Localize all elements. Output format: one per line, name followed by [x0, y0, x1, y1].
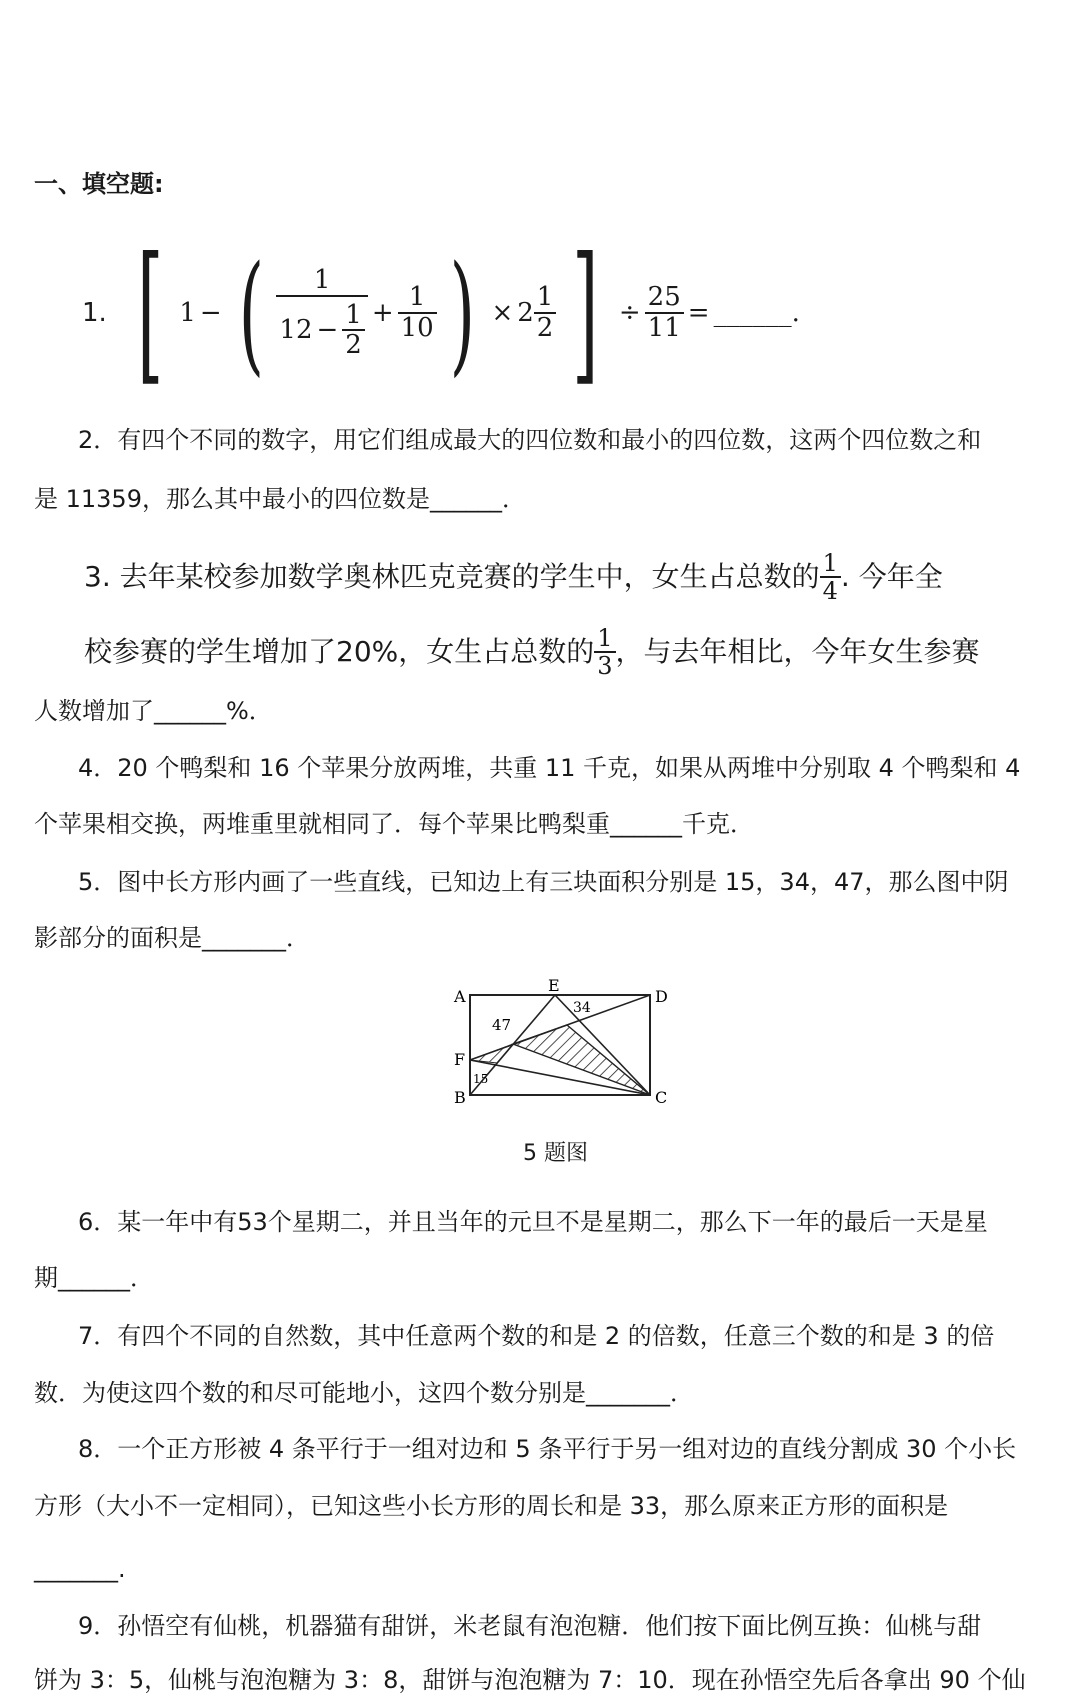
fig-area-47: 47	[492, 1016, 512, 1034]
q2-line2: 是 11359，那么其中最小的四位数是______．	[34, 485, 526, 513]
q3-line2-a: 校参赛的学生增加了20%，女生占总数的	[84, 635, 595, 669]
q1-one: 1	[179, 298, 196, 328]
fig-shaded-region	[513, 1025, 650, 1095]
q1-plus: +	[371, 298, 394, 328]
fig-label-c: C	[655, 1088, 668, 1107]
q1-eq: =	[687, 298, 710, 328]
q3-frac-quarter	[820, 550, 841, 605]
q1-mixed-frac	[534, 283, 557, 342]
q1-tenth	[398, 283, 437, 342]
q3-line1	[84, 550, 943, 605]
q1-fraction-25-11	[645, 283, 684, 342]
q8-line3: _______.	[34, 1555, 126, 1583]
q1-cf-numerator: 1	[276, 266, 367, 297]
q3-f2-n: 1	[594, 625, 615, 653]
q5-figure-caption: 5 题图	[523, 1141, 588, 1166]
q1-half-d: 2	[345, 330, 362, 361]
q1-mixed-d: 2	[536, 313, 554, 343]
q1-left-paren: (	[238, 237, 264, 389]
q1-div: ÷	[618, 298, 641, 328]
q1-right-bracket: ]	[572, 226, 599, 400]
fig-label-b: B	[454, 1088, 466, 1107]
q9-line2: 饼为 3：5，仙桃与泡泡糖为 3：8，甜饼与泡泡糖为 7：10．现在孙悟空先后各拿出 90 个仙	[34, 1666, 1026, 1694]
q1-formula	[82, 228, 800, 398]
q4-line2: 个苹果相交换，两堆重里就相同了．每个苹果比鸭梨重______千克．	[34, 810, 754, 838]
q3-line2-b: ，与去年相比，今年女生参赛	[615, 635, 980, 669]
q3-line3: 人数增加了______%．	[34, 697, 273, 725]
q9-line1: 9．孙悟空有仙桃，机器猫有甜饼，米老鼠有泡泡糖．他们按下面比例互换：仙桃与甜	[78, 1612, 982, 1640]
q1-minus2: −	[316, 315, 339, 345]
q1-times: ×	[491, 298, 514, 328]
q1-mixed-whole: 2	[517, 298, 534, 328]
q8-line1: 8．一个正方形被 4 条平行于一组对边和 5 条平行于另一组对边的直线分割成 30 个小长	[78, 1435, 1017, 1463]
q3-line1-a: 3. 去年某校参加数学奥林匹克竞赛的学生中，女生占总数的	[84, 560, 820, 594]
fig-area-15: 15	[473, 1072, 489, 1086]
q1-half-n: 1	[342, 301, 365, 332]
q4-line1: 4．20 个鸭梨和 16 个苹果分放两堆，共重 11 千克，如果从两堆中分别取 4 个鸭梨和 4	[78, 754, 1021, 782]
q1-right-paren: )	[449, 237, 475, 389]
q1-twelve: 12	[279, 315, 313, 345]
q5-line2: 影部分的面积是_______．	[34, 924, 310, 952]
q1-complex-fraction	[276, 266, 367, 360]
q3-f1-d: 4	[822, 577, 838, 606]
q7-line1: 7．有四个不同的自然数，其中任意两个数的和是 2 的倍数，任意三个数的和是 3 的倍	[78, 1322, 995, 1350]
q1-tenth-n: 1	[398, 283, 437, 314]
fig-label-f: F	[454, 1050, 466, 1069]
fig-label-a: A	[454, 987, 466, 1006]
q6-line1: 6．某一年中有53个星期二，并且当年的元旦不是星期二，那么下一年的最后一天是星	[78, 1208, 988, 1236]
fig-label-e: E	[548, 976, 560, 995]
q5-line1: 5．图中长方形内画了一些直线，已知边上有三块面积分别是 15，34，47，那么图中阴	[78, 868, 1009, 896]
q1-left-bracket: [	[136, 226, 164, 400]
q1-number: 1.	[82, 298, 107, 328]
q1-d3: 11	[647, 313, 681, 343]
q1-minus: −	[199, 298, 222, 328]
q1-cf-denominator	[276, 297, 367, 360]
fig-label-d: D	[655, 987, 668, 1006]
q1-tenth-d: 10	[400, 313, 434, 343]
section-title: 一、填空题:	[34, 170, 164, 198]
q3-f1-n: 1	[820, 550, 841, 578]
q6-line2: 期______．	[34, 1264, 154, 1292]
q5-figure	[440, 975, 670, 1120]
q3-frac-third	[594, 625, 615, 680]
q3-line1-b: . 今年全	[840, 560, 943, 594]
fig-area-34: 34	[573, 1000, 591, 1016]
fig-shaded-small	[470, 1044, 513, 1063]
q1-mixed-n: 1	[534, 283, 557, 314]
q2-line1: 2．有四个不同的数字，用它们组成最大的四位数和最小的四位数，这两个四位数之和	[78, 426, 982, 454]
q7-line2: 数．为使这四个数的和尽可能地小，这四个数分别是_______．	[34, 1379, 694, 1407]
q8-line2: 方形（大小不一定相同），已知这些小长方形的周长和是 33，那么原来正方形的面积是	[34, 1492, 949, 1520]
q1-n3: 25	[645, 283, 684, 314]
q1-blank: ______.	[713, 298, 800, 328]
q3-line2	[84, 625, 980, 680]
q3-f2-d: 3	[597, 652, 613, 681]
q1-half	[342, 301, 365, 360]
